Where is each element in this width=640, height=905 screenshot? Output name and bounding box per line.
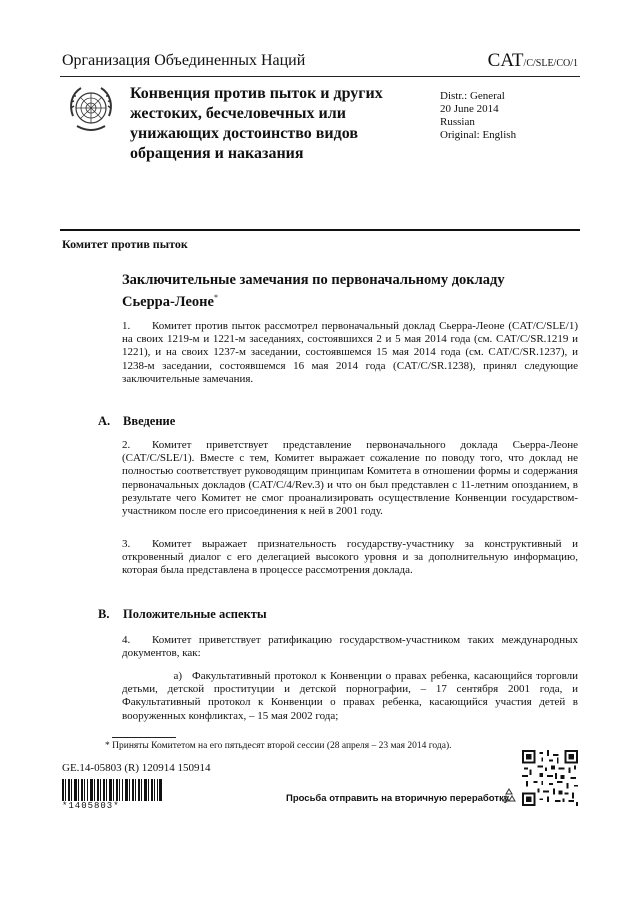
title-footnote-mark: * bbox=[213, 293, 218, 302]
paragraph-4 bbox=[122, 634, 578, 660]
recycle-note: Просьба отправить на вторичную переработку bbox=[286, 793, 510, 804]
date-line: 20 June 2014 bbox=[440, 103, 499, 115]
organization-name: Организация Объединенных Наций bbox=[62, 52, 306, 69]
paragraph-text: Комитет приветствует представление первоначального доклада Сьерра-Леоне (CAT/C/SLE/1). Вместе с тем, Комитет выражает сожаление по поводу того, что доклад не полностью соответствует руководящим принципам Комитета в отношении формы и содержания первоначальных докладов (CAT/C/4/Rev.3) и что он был представлен с 11-летним опозданием, в результате чего Комитет не смог проанализировать осуществление Конвенции государством-участником после его присоединения к ней в 2001 году. bbox=[122, 439, 578, 518]
paragraph-text: Комитет приветствует ратификацию государством-участником таких международных документов, как: bbox=[122, 634, 578, 660]
recycle-icon bbox=[500, 787, 518, 805]
paragraph-3 bbox=[122, 538, 578, 578]
paragraph-2 bbox=[122, 439, 578, 518]
footnote: * Приняты Комитетом на его пятьдесят второй сессии (28 апреля – 23 мая 2014 года). bbox=[105, 741, 452, 751]
document-code: GE.14-05803 (R) 120914 150914 bbox=[62, 762, 211, 774]
barcode-icon bbox=[62, 779, 162, 801]
paragraph-text: Факультативный протокол к Конвенции о правах ребенка, касающийся торговли детьми, детской проституции и детской порнографии, – 17 сентября 2001 года, и Факультативный протокол к Конвенции о правах ребенка, касающийся участия детей в вооруженных конфликтах, – 15 мая 2002 года; bbox=[122, 670, 578, 722]
committee-name: Комитет против пыток bbox=[62, 237, 188, 251]
paragraph-4a bbox=[122, 670, 578, 723]
title-text: Заключительные замечания по первоначальному докладу Сьерра-Леоне bbox=[122, 272, 505, 310]
section-letter: B. bbox=[98, 607, 110, 621]
symbol-main: CAT bbox=[487, 50, 524, 71]
paragraph-number: 2. bbox=[122, 439, 131, 451]
paragraph-number: 1. bbox=[122, 320, 131, 332]
qr-code-icon bbox=[522, 750, 578, 806]
original-language-line: Original: English bbox=[440, 129, 517, 141]
document-symbol bbox=[488, 50, 578, 72]
section-a-heading bbox=[98, 414, 175, 429]
header-thick-rule bbox=[60, 229, 580, 231]
section-title: Введение bbox=[123, 414, 176, 428]
paragraph-number: 3. bbox=[122, 538, 131, 550]
paragraph-text: Комитет выражает признательность государству-участнику за конструктивный и откровенный диалог с его делегацией высокого уровня и за дополнительную информацию, которая была представлена в процессе рассмотрения доклада. bbox=[122, 538, 578, 577]
header-rule bbox=[60, 76, 580, 77]
symbol-rest: /C/SLE/CO/1 bbox=[523, 58, 578, 69]
distr-line: Distr.: General bbox=[440, 90, 505, 102]
section-b-heading bbox=[98, 607, 267, 622]
paragraph-text: Комитет против пыток рассмотрел первоначальный доклад Сьерра-Леоне (CAT/C/SLE/1) на своих 1219-м и 1221-м заседаниях, состоявшихся 2 и 5 мая 2014 года (см. CAT/C/SR.1219 и 1221), и на своих 1237-м заседании, состоявшемся 15 мая 2014 года (см. CAT/C/SR.1237), и 1238-м заседании, состоявшемся 16 мая 2014 года (CAT/C/SR.1238), принял следующие заключительные замечания. bbox=[122, 320, 578, 385]
convention-title: Конвенция против пыток и других жестоких, бесчеловечных или унижающих достоинство видов обращения и наказания bbox=[130, 85, 383, 162]
barcode-number: *1405803* bbox=[62, 801, 120, 811]
paragraph-number: 4. bbox=[122, 634, 131, 646]
paragraph-1 bbox=[122, 320, 578, 386]
section-letter: A. bbox=[98, 414, 111, 428]
section-title: Положительные аспекты bbox=[123, 607, 267, 621]
un-emblem-icon bbox=[63, 82, 119, 138]
distribution-info bbox=[440, 90, 516, 142]
document-title bbox=[122, 271, 522, 311]
language-line: Russian bbox=[440, 116, 475, 128]
footnote-rule bbox=[112, 737, 176, 738]
paragraph-number: a) bbox=[173, 670, 182, 682]
